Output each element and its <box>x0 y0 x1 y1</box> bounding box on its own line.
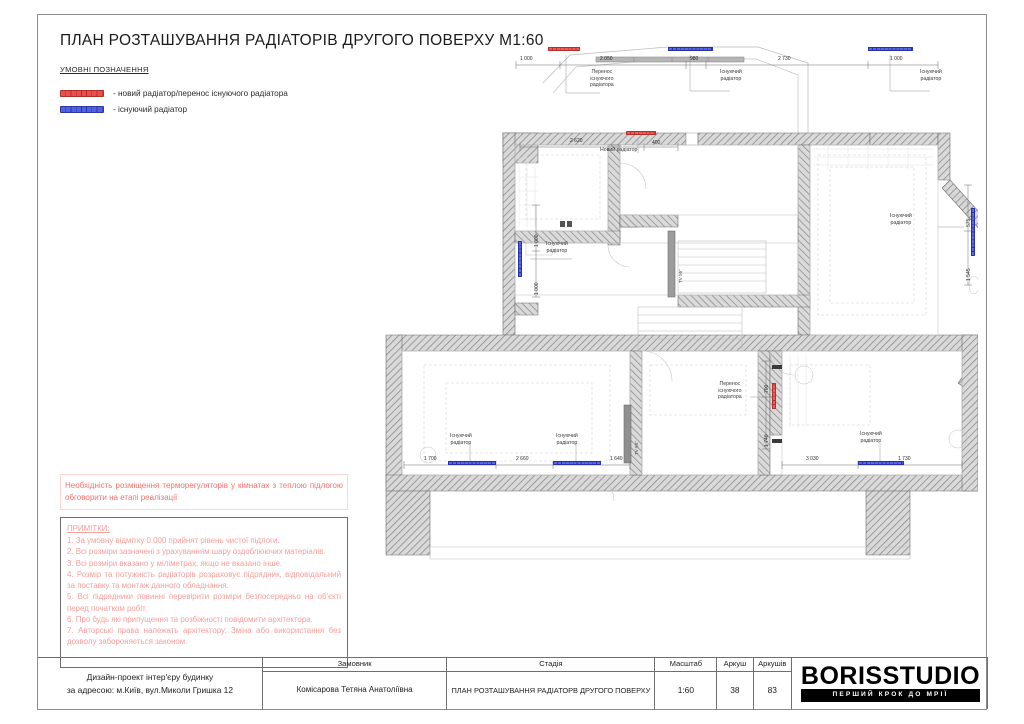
dimension-575: 575 <box>966 218 972 227</box>
thermostat-warning-note: Необхідність розміщення терморегуляторів у кімнатах з теплою підлогою обговорити на етапі реалізації <box>60 474 348 510</box>
sheets-header: Аркушів <box>754 658 791 672</box>
note-item: 4. Розмір та потужність радіаторів розраховує підрядник, відповідальний за поставку та монтаж данного обладнання. <box>67 569 341 591</box>
stage-header: Стадія <box>447 658 654 672</box>
note-item: 7. Авторські права належать архітектору. Зміна або використання без дозволу забороняється законом. <box>67 625 341 647</box>
dimension-2730: 2 730 <box>778 56 791 62</box>
floor-plan <box>338 35 978 665</box>
dimension-1000-d: 1 000 <box>534 282 540 295</box>
titleblock-client <box>263 658 448 709</box>
client-value: Комісарова Тетяна Анатоліївна <box>296 685 413 695</box>
page-title: ПЛАН РОЗТАШУВАННЯ РАДІАТОРІВ ДРУГОГО ПОВЕРХУ М1:60 <box>60 32 544 49</box>
scale-value: 1:60 <box>677 684 694 695</box>
note-item: 3. Всі розміри вказано у міліметрах, якщо не вказано інше. <box>67 558 283 568</box>
dimension-1000-a: 1 000 <box>520 56 533 62</box>
dimension-3030: 3 030 <box>806 456 819 462</box>
sheets-value: 83 <box>767 684 777 695</box>
dimension-2620: 2 620 <box>570 138 583 144</box>
title-block <box>38 657 988 709</box>
scale-header: Масштаб <box>655 658 716 672</box>
dimension-1700: 1 700 <box>424 456 437 462</box>
floor-plan-drawing <box>338 35 978 665</box>
annotation-existing-5: Існуючий радіатор <box>450 433 472 446</box>
dimension-1740: 1 740 <box>764 434 770 447</box>
stage-value: ПЛАН РОЗТАШУВАННЯ РАДІАТОРВ ДРУГОГО ПОВЕРХУ <box>451 685 651 695</box>
note-item: 6. Про будь які припущення та розбіжності повідомити архітектора. <box>67 614 313 624</box>
annotation-existing-4: Існуючий радіатор <box>890 213 912 226</box>
titleblock-stage <box>447 658 655 709</box>
legend-heading: УМОВНІ ПОЗНАЧЕННЯ <box>60 65 149 74</box>
dimension-1640: 1 640 <box>610 456 623 462</box>
dimension-980: 980 <box>690 56 699 62</box>
note-item: 5. Всі підрядники повинні перевірити розміри безпосередньо на об'єкті перед початком робіт. <box>67 592 341 613</box>
radiator-new-mid <box>626 131 656 135</box>
titleblock-sheets <box>754 658 792 709</box>
legend-item-new-radiator <box>60 89 288 98</box>
annotation-existing-3: Існуючий радіатор <box>546 241 568 254</box>
radiator-new-icon <box>60 90 104 97</box>
sheet-value: 38 <box>730 684 740 695</box>
studio-logo-text: BORISSTUDIO <box>800 661 981 690</box>
radiator-existing-top-1 <box>668 47 713 51</box>
dimension-2050: 2 050 <box>600 56 613 62</box>
titleblock-sheet <box>717 658 753 709</box>
radiator-existing-icon <box>60 106 104 113</box>
legend-item-new-radiator-label: - новий радіатор/перенос існуючого радіатора <box>113 89 288 98</box>
note-item: 1. За умовну відмітку 0.000 прийнят рівень чистої підлоги. <box>67 536 280 546</box>
annotation-new-1: Новий радіатор <box>600 147 638 153</box>
annotation-existing-1: Існуючий радіатор <box>720 69 742 82</box>
tv-label-50: TV 50" <box>634 441 639 455</box>
client-header: Замовник <box>263 658 447 672</box>
radiator-new-relocated <box>772 383 776 409</box>
dimension-1000-c: 1 000 <box>534 234 540 247</box>
studio-logo-tagline: ПЕРШИЙ КРОК ДО МРІЇ <box>801 689 980 702</box>
tv-label-55: TV 55" <box>678 269 683 283</box>
radiator-existing-bot-1 <box>448 461 496 465</box>
legend-item-existing-radiator <box>60 105 187 114</box>
titleblock-logo <box>792 658 988 709</box>
drawing-sheet <box>37 14 987 710</box>
annotation-existing-6: Існуючий радіатор <box>556 433 578 446</box>
dimension-1545: 1 545 <box>966 268 972 281</box>
dimension-1000-b: 1 000 <box>890 56 903 62</box>
radiator-existing-top-2 <box>868 47 913 51</box>
note-item: 2. Всі розміри зазначені з урахуванням шару оздоблюючих матеріалів. <box>67 547 326 557</box>
titleblock-project <box>38 658 263 709</box>
notes-title: ПРИМІТКИ: <box>67 524 110 533</box>
radiator-existing-right <box>971 208 975 256</box>
titleblock-scale <box>655 658 717 709</box>
dimension-400: 400 <box>652 140 661 146</box>
legend-item-existing-radiator-label: - існуючий радіатор <box>113 105 188 114</box>
dimension-700: 700 <box>764 384 770 393</box>
radiator-existing-left <box>518 241 522 277</box>
sheet-header: Аркуш <box>717 658 752 672</box>
project-line-1: Дизайн-проект інтер'єру будинку <box>86 671 214 682</box>
annotation-existing-2: Існуючий радіатор <box>920 69 942 82</box>
annotation-move-1: Перенос існуючого радіатора <box>590 69 614 88</box>
notes-box <box>60 517 348 668</box>
dimension-1730: 1 730 <box>898 456 911 462</box>
annotation-move-2: Перенос існуючого радіатора <box>718 381 742 400</box>
radiator-existing-bot-2 <box>553 461 601 465</box>
annotation-existing-7: Існуючий радіатор <box>860 431 882 444</box>
dimension-2660: 2 660 <box>516 456 529 462</box>
project-line-2: за адресою: м.Київ, вул.Миколи Гришка 12 <box>66 684 234 695</box>
radiator-new-top <box>548 47 580 51</box>
